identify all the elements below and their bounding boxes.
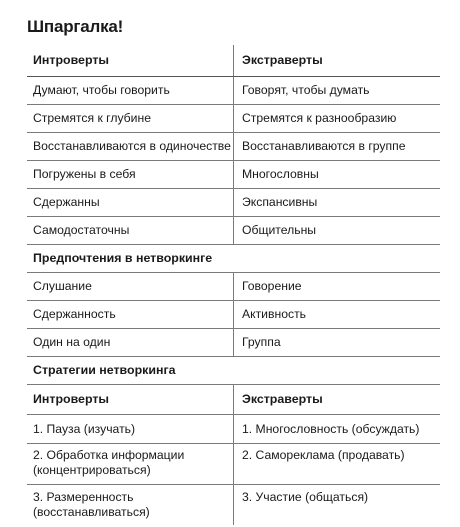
section-title: Предпочтения в нетворкинге [33, 251, 213, 265]
header-extraverts: Экстраверты [242, 392, 323, 406]
cell-introvert: Думают, чтобы говорить [27, 77, 234, 104]
header-introverts: Интроверты [27, 45, 234, 76]
table-row [27, 329, 440, 357]
header-extraverts: Экстраверты [242, 53, 323, 67]
cell-introvert: Восстанавливаются в одиночестве [27, 133, 234, 160]
cell-introvert: Стремятся к глубине [27, 105, 234, 132]
cell-extravert: Говорят, чтобы думать [242, 83, 370, 97]
cell-extravert: 2. Самореклама (продавать) [242, 448, 405, 462]
cheat-sheet-table [27, 45, 440, 525]
cell-extravert: Стремятся к разнообразию [242, 111, 397, 125]
table-header [27, 385, 440, 415]
table-row [27, 161, 440, 189]
table-row [27, 444, 440, 485]
cell-extravert: Экспансивны [242, 195, 318, 209]
table-row [27, 485, 440, 525]
table-row [27, 77, 440, 105]
cell-extravert: 3. Участие (общаться) [242, 490, 369, 504]
cell-introvert: 3. Размеренность (восстанавливаться) [27, 485, 234, 525]
section-heading-preferences [27, 245, 440, 273]
cell-extravert: Многословны [242, 167, 319, 181]
table-row [27, 189, 440, 217]
page-title: Шпаргалка! [27, 17, 124, 36]
cell-introvert: Погружены в себя [27, 161, 234, 188]
table-row [27, 217, 440, 245]
table-row [27, 415, 440, 444]
cell-introvert: 1. Пауза (изучать) [27, 415, 234, 443]
cell-introvert: 2. Обработка информации (концентрироваться) [27, 444, 234, 484]
header-introverts: Интроверты [27, 385, 234, 414]
cell-extravert: Общительны [242, 223, 317, 237]
cell-extravert: 1. Многословность (обсуждать) [242, 422, 420, 436]
cell-extravert: Активность [242, 307, 306, 321]
section-title: Стратегии нетворкинга [33, 363, 176, 377]
cell-introvert: Сдержанность [27, 301, 234, 328]
table-row [27, 105, 440, 133]
cell-extravert: Восстанавливаются в группе [242, 139, 406, 153]
table-row [27, 133, 440, 161]
cell-extravert: Группа [242, 335, 281, 349]
table-row [27, 273, 440, 301]
cell-introvert: Самодостаточны [27, 217, 234, 244]
table-row [27, 301, 440, 329]
cell-introvert: Слушание [27, 273, 234, 300]
cell-extravert: Говорение [242, 279, 302, 293]
cell-introvert: Сдержанны [27, 189, 234, 216]
section-heading-strategies [27, 357, 440, 385]
table-header [27, 45, 440, 77]
cell-introvert: Один на один [27, 329, 234, 356]
